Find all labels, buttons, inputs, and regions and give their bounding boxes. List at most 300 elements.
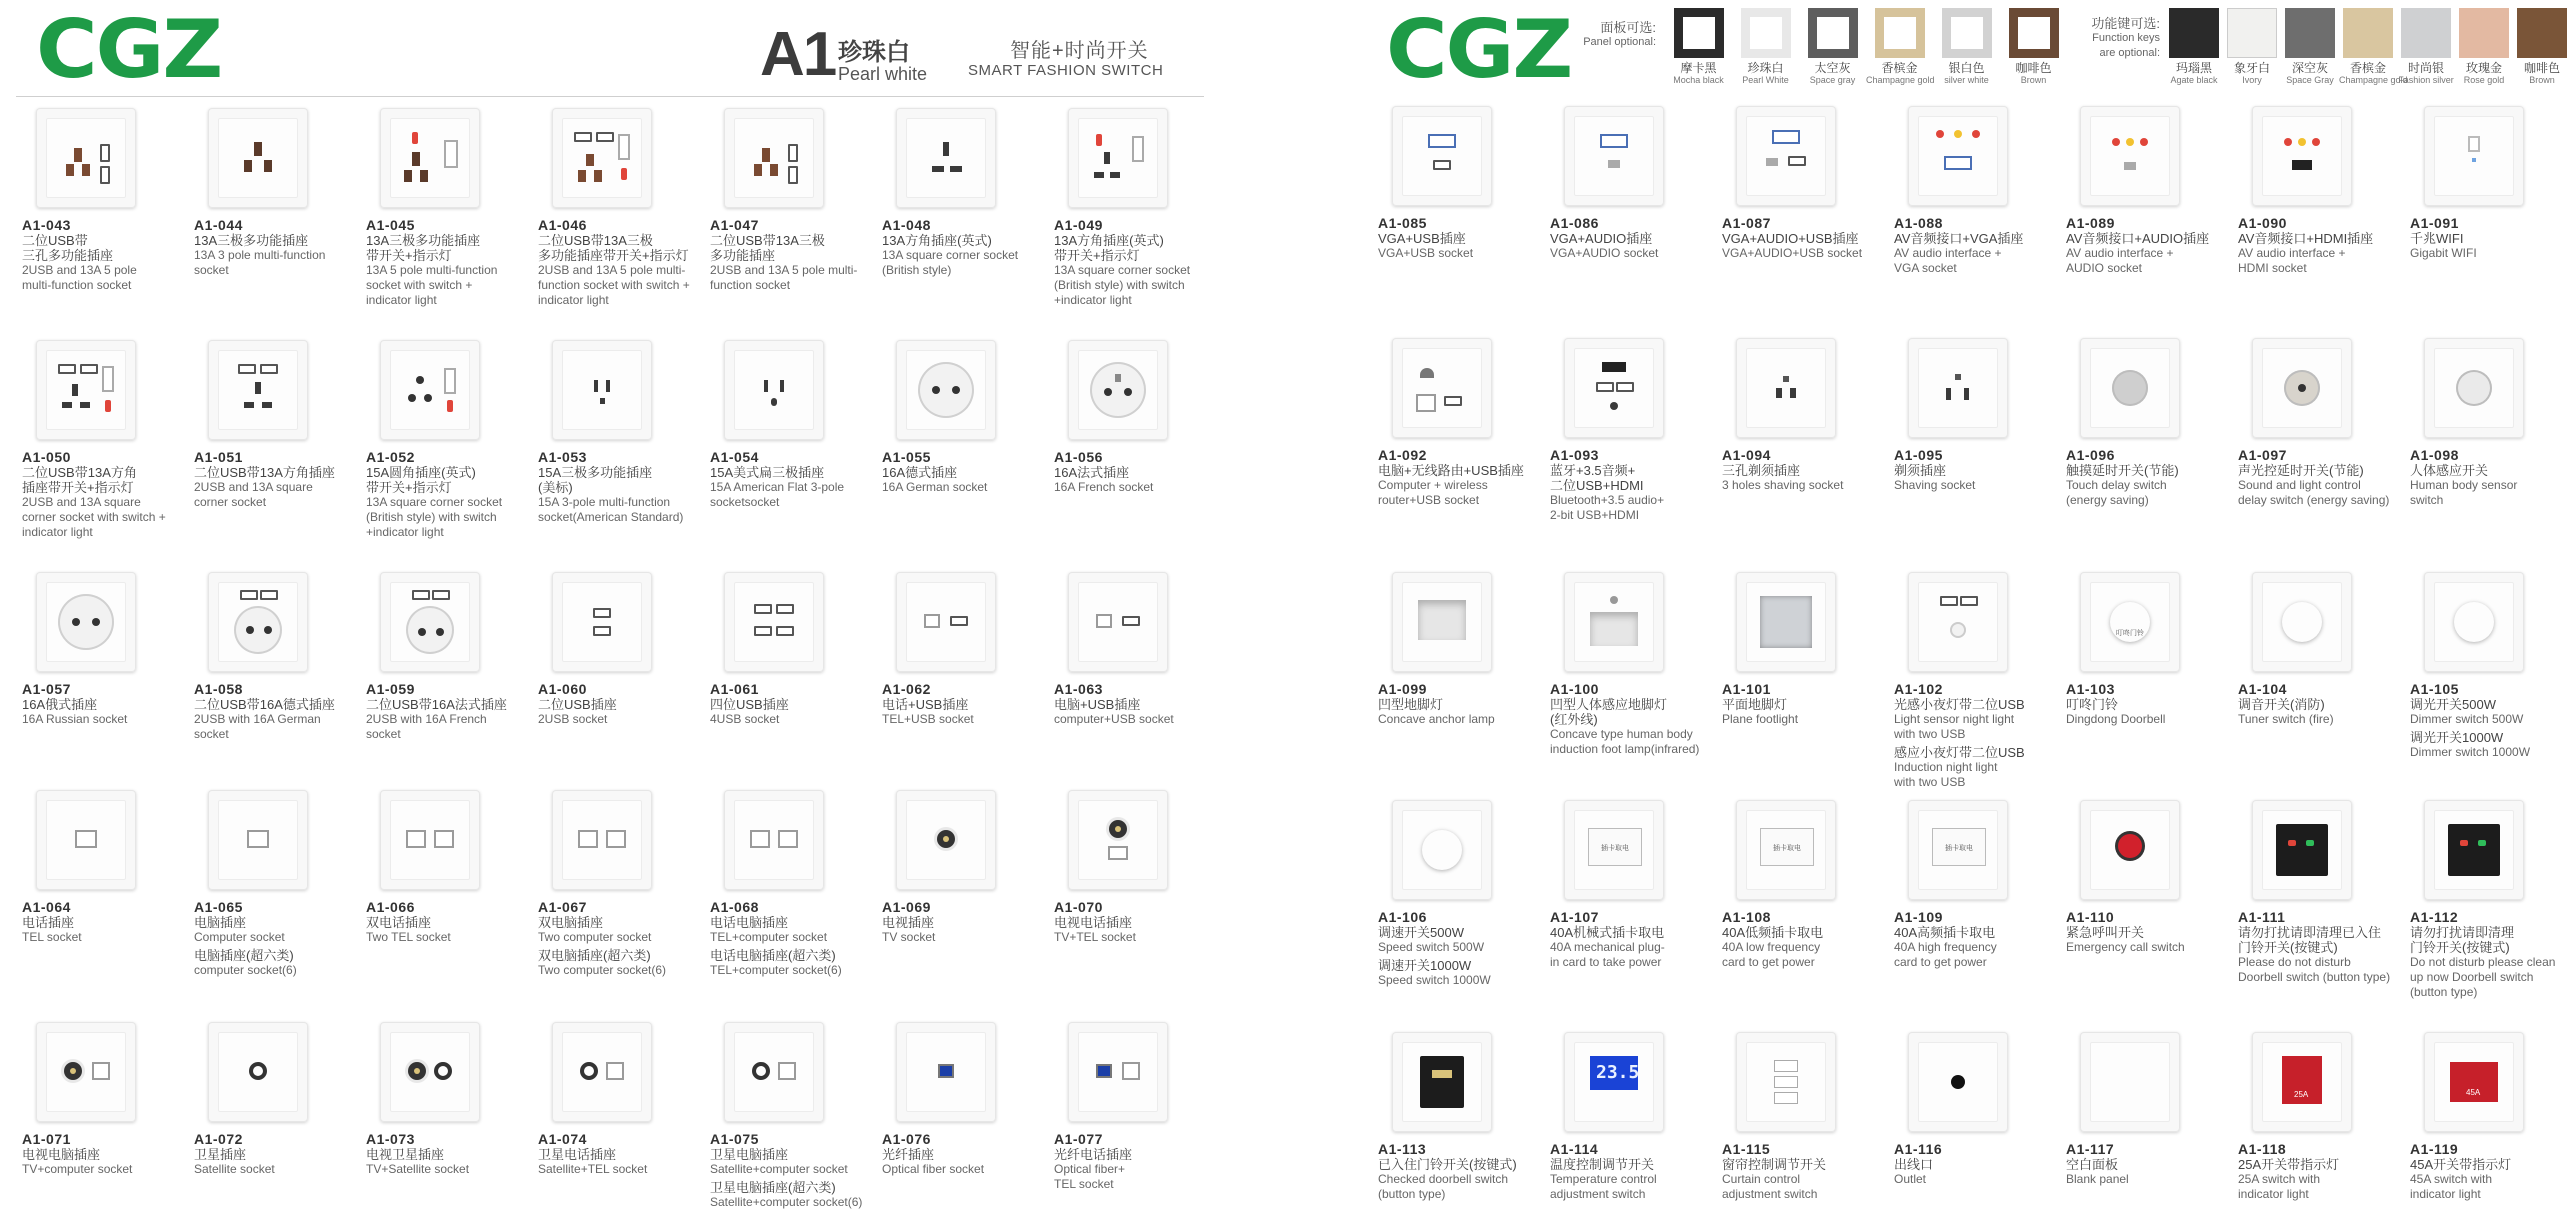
product-description xyxy=(1722,448,1897,493)
tel-jack-icon xyxy=(578,830,598,848)
color-swatch xyxy=(2285,8,2335,58)
product-name-cn: 双电话插座 xyxy=(366,915,432,930)
product-image xyxy=(1736,106,1836,206)
product-name-en: AV audio interface + xyxy=(2066,246,2174,260)
product-faceplate xyxy=(390,582,470,662)
usb-port-icon xyxy=(1616,382,1634,392)
product-faceplate xyxy=(1078,1032,1158,1112)
panel-options-label-cn: 面板可选: xyxy=(1600,20,1656,35)
product-image xyxy=(1908,338,2008,438)
product-code: A1-109 xyxy=(1894,909,1943,925)
product-name-cn: AV音频接口+AUDIO插座 xyxy=(2066,231,2210,246)
product-image xyxy=(1564,106,1664,206)
product-name-en: Emergency call switch xyxy=(2066,940,2185,954)
usb-port-icon xyxy=(1940,596,1958,606)
av-port-icon xyxy=(1936,130,1944,138)
socket-pin-icon xyxy=(1955,374,1961,380)
variant-name-cn: 卫星电脑插座(超六类) xyxy=(710,1180,836,1195)
product-image xyxy=(1392,1032,1492,1132)
status-light-icon xyxy=(1432,1070,1452,1078)
tel-jack-icon xyxy=(406,830,426,848)
product-description xyxy=(2066,448,2241,508)
product-image xyxy=(1736,572,1836,672)
product-code: A1-102 xyxy=(1894,681,1943,697)
product-name-cn: (美标) xyxy=(538,480,573,495)
color-swatch xyxy=(1942,8,1992,58)
socket-pin-icon xyxy=(62,402,72,408)
socket-pin-icon xyxy=(1964,388,1969,400)
av-port-icon xyxy=(2284,138,2292,146)
right-header xyxy=(1350,0,2572,100)
tel-jack-icon xyxy=(1096,614,1112,628)
product-name-cn: 调光开关500W xyxy=(2410,697,2496,712)
product-description xyxy=(1894,910,2069,970)
product-code: A1-065 xyxy=(194,899,243,915)
tel-jack-icon xyxy=(750,830,770,848)
product-name-cn: 40A机械式插卡取电 xyxy=(1550,925,1665,940)
product-name-en: Computer + wireless xyxy=(1378,478,1488,492)
product-faceplate xyxy=(1574,116,1654,196)
product-image xyxy=(2080,1032,2180,1132)
product-code: A1-090 xyxy=(2238,215,2287,231)
color-name-en: Brown xyxy=(2020,75,2047,85)
product-name-en: Dingdong Doorbell xyxy=(2066,712,2166,726)
french-socket-icon xyxy=(406,606,454,654)
product-faceplate xyxy=(2434,582,2514,662)
color-name-cn: 深空灰 xyxy=(2291,61,2328,75)
product-code: A1-114 xyxy=(1550,1141,1599,1157)
doorbell-label: 叮咚门铃 xyxy=(2116,630,2144,637)
product-name-en: (button type) xyxy=(1378,1187,1446,1201)
product-code: A1-056 xyxy=(1054,449,1103,465)
variant-name-cn: 感应小夜灯带二位USB xyxy=(1894,745,2025,760)
product-faceplate xyxy=(1746,348,1826,428)
product-description xyxy=(710,1132,885,1210)
socket-pin-icon xyxy=(264,626,272,634)
product-name-en: Bluetooth+3.5 audio+ xyxy=(1550,493,1665,507)
product-image xyxy=(36,572,136,672)
product-faceplate xyxy=(46,350,126,430)
product-name-en: router+USB socket xyxy=(1378,493,1480,507)
socket-pin-icon xyxy=(762,148,770,162)
product-name-en: 25A switch with xyxy=(2238,1172,2321,1186)
product-image xyxy=(2080,572,2180,672)
product-code: A1-100 xyxy=(1550,681,1599,697)
emergency-button-icon xyxy=(2118,834,2142,858)
product-faceplate xyxy=(1574,1042,1654,1122)
thermostat-display-icon xyxy=(1590,1056,1638,1090)
product-name-cn: 空白面板 xyxy=(2066,1157,2119,1172)
series-code: A1 xyxy=(760,20,836,89)
product-name-cn: 电话电脑插座 xyxy=(710,915,789,930)
product-image xyxy=(724,572,824,672)
product-name-en: +indicator light xyxy=(1054,293,1132,307)
product-code: A1-063 xyxy=(1054,681,1103,697)
product-description xyxy=(1894,216,2069,276)
touch-button-icon xyxy=(2112,370,2148,406)
product-name-en: indicator light xyxy=(2238,1187,2309,1201)
product-description xyxy=(1894,1142,2069,1187)
variant-name-en: Satellite+computer socket(6) xyxy=(710,1195,863,1209)
usb-port-icon xyxy=(574,132,592,142)
product-code: A1-092 xyxy=(1378,447,1427,463)
doorbell-panel-icon xyxy=(1420,1056,1464,1108)
socket-pin-icon xyxy=(66,164,74,176)
product-code: A1-087 xyxy=(1722,215,1771,231)
product-name-cn: 25A开关带指示灯 xyxy=(2238,1157,2340,1172)
product-image xyxy=(36,1022,136,1122)
product-image xyxy=(1392,338,1492,438)
product-name-cn: 调音开关(消防) xyxy=(2238,697,2325,712)
product-image xyxy=(1908,800,2008,900)
product-description xyxy=(2238,216,2413,276)
product-name-cn: 电话+USB插座 xyxy=(882,697,969,712)
series-name-en: Pearl white xyxy=(838,64,928,84)
socket-pin-icon xyxy=(1124,388,1132,396)
product-faceplate xyxy=(46,118,126,198)
product-image xyxy=(1392,572,1492,672)
product-name-cn: 出线口 xyxy=(1894,1157,1934,1172)
color-option xyxy=(2223,8,2281,86)
product-code: A1-045 xyxy=(366,217,415,233)
product-faceplate xyxy=(1918,582,1998,662)
product-description xyxy=(538,1132,713,1177)
product-description xyxy=(194,218,369,278)
product-code: A1-113 xyxy=(1378,1141,1427,1157)
product-image xyxy=(2080,338,2180,438)
socket-pin-icon xyxy=(244,402,254,408)
product-code: A1-110 xyxy=(2066,909,2115,925)
fiber-port-icon xyxy=(938,1064,954,1078)
product-name-cn: 电脑插座 xyxy=(194,915,247,930)
socket-pin-icon xyxy=(264,160,272,172)
product-name-cn: 窗帘控制调节开关 xyxy=(1722,1157,1827,1172)
product-name-en: Light sensor night light xyxy=(1894,712,2015,726)
left-catalog-page xyxy=(0,0,1220,1227)
product-name-en: card to get power xyxy=(1894,955,1987,969)
socket-pin-icon xyxy=(1115,374,1121,382)
brand-logo: CGZ xyxy=(36,3,222,96)
computer-jack-icon xyxy=(92,1062,110,1080)
product-image xyxy=(1392,800,1492,900)
product-name-en: Curtain control xyxy=(1722,1172,1801,1186)
product-description xyxy=(2410,682,2572,760)
tv-port-icon xyxy=(1109,820,1127,838)
product-name-cn: VGA+AUDIO+USB插座 xyxy=(1722,231,1859,246)
product-name-en: function socket xyxy=(710,278,791,292)
tel-jack-icon xyxy=(606,1062,624,1080)
socket-pin-icon xyxy=(1104,388,1112,396)
product-image xyxy=(208,1022,308,1122)
product-code: A1-060 xyxy=(538,681,587,697)
product-image xyxy=(552,572,652,672)
product-name-en: 13A square corner socket xyxy=(882,248,1019,262)
dnd-panel-icon xyxy=(2276,824,2328,876)
plane-light-icon xyxy=(1760,596,1812,648)
product-code: A1-086 xyxy=(1550,215,1599,231)
product-description xyxy=(2238,910,2413,985)
product-description xyxy=(710,218,885,293)
product-faceplate xyxy=(1402,582,1482,662)
color-swatch xyxy=(2401,8,2451,58)
rocker-switch-icon xyxy=(2282,1056,2322,1104)
usb-port-icon xyxy=(1122,616,1140,626)
product-name-en: 3 holes shaving socket xyxy=(1722,478,1844,492)
product-image xyxy=(1564,572,1664,672)
color-name-cn: 玫瑰金 xyxy=(2465,61,2502,75)
product-faceplate xyxy=(46,1032,126,1112)
product-name-en: induction foot lamp(infrared) xyxy=(1550,742,1700,756)
socket-pin-icon xyxy=(72,384,78,396)
vga-port-icon xyxy=(1600,134,1628,148)
variant-name-cn: 电话电脑插座(超六类) xyxy=(710,948,836,963)
socket-pin-icon xyxy=(262,402,272,408)
product-faceplate xyxy=(46,800,126,880)
socket-pin-icon xyxy=(943,142,949,156)
product-name-en: VGA+USB socket xyxy=(1378,246,1474,260)
product-description xyxy=(366,450,541,540)
product-name-cn: 带开关+指示灯 xyxy=(1054,248,1140,263)
product-name-cn: 二位USB带 xyxy=(22,233,88,248)
color-name-en: Champagne gold xyxy=(2339,75,2408,85)
product-code: A1-068 xyxy=(710,899,759,915)
product-image xyxy=(36,340,136,440)
product-faceplate xyxy=(218,582,298,662)
product-faceplate xyxy=(390,350,470,430)
panel-options-label xyxy=(1580,20,1656,50)
variant-name-cn: 双电脑插座(超六类) xyxy=(538,948,651,963)
product-name-en: Two TEL socket xyxy=(366,930,451,944)
product-code: A1-091 xyxy=(2410,215,2459,231)
product-code: A1-105 xyxy=(2410,681,2459,697)
product-faceplate xyxy=(562,1032,642,1112)
product-name-en: adjustment switch xyxy=(1550,1187,1646,1201)
product-faceplate xyxy=(1078,582,1158,662)
color-option xyxy=(1933,8,2000,86)
product-faceplate xyxy=(2090,116,2170,196)
product-image xyxy=(1392,106,1492,206)
product-description xyxy=(1550,448,1725,523)
product-faceplate xyxy=(1078,800,1158,880)
product-description xyxy=(22,682,197,727)
color-name-cn: 香槟金 xyxy=(1881,61,1918,75)
product-name-en: HDMI socket xyxy=(2238,261,2307,275)
product-description xyxy=(1054,900,1229,945)
product-code: A1-047 xyxy=(710,217,759,233)
color-option xyxy=(1732,8,1799,86)
product-image xyxy=(1908,572,2008,672)
product-image xyxy=(896,108,996,208)
product-name-en: socket xyxy=(194,727,229,741)
product-code: A1-064 xyxy=(22,899,71,915)
product-code: A1-099 xyxy=(1378,681,1427,697)
french-socket-icon xyxy=(1090,362,1146,418)
product-code: A1-054 xyxy=(710,449,759,465)
product-name-en: Temperature control xyxy=(1550,1172,1657,1186)
variant-name-en: Induction night light xyxy=(1894,760,1998,774)
socket-pin-icon xyxy=(418,628,426,636)
product-name-en: Please do not disturb xyxy=(2238,955,2351,969)
color-option xyxy=(1866,8,1933,86)
product-image xyxy=(896,572,996,672)
product-description xyxy=(1054,450,1229,495)
motion-sensor-icon xyxy=(1610,596,1618,604)
product-name-cn: 卫星电话插座 xyxy=(538,1147,617,1162)
product-name-en: Speed switch 500W xyxy=(1378,940,1485,954)
product-name-cn: 门铃开关(按键式) xyxy=(2410,940,2510,955)
product-image xyxy=(208,572,308,672)
indicator-light-icon xyxy=(2288,840,2296,846)
product-name-en: Tuner switch (fire) xyxy=(2238,712,2334,726)
indicator-light-icon xyxy=(1096,134,1102,146)
product-name-en: (British style) xyxy=(882,263,952,277)
product-name-cn: 电脑+无线路由+USB插座 xyxy=(1378,463,1524,478)
product-name-cn: 电视插座 xyxy=(882,915,935,930)
color-name-en: Brown xyxy=(2529,75,2555,85)
product-name-en: computer+USB socket xyxy=(1054,712,1174,726)
product-name-en: in card to take power xyxy=(1550,955,1662,969)
product-name-cn: AV音频接口+HDMI插座 xyxy=(2238,231,2374,246)
product-description xyxy=(1722,910,1897,970)
function-options-label-cn: 功能键可选: xyxy=(2091,16,2160,31)
product-image xyxy=(1068,340,1168,440)
product-name-en: Optical fiber+ xyxy=(1054,1162,1126,1176)
product-description xyxy=(882,1132,1057,1177)
product-description xyxy=(882,900,1057,945)
product-faceplate xyxy=(2434,348,2514,428)
product-name-cn: 三孔多功能插座 xyxy=(22,248,114,263)
product-faceplate xyxy=(1746,1042,1826,1122)
product-image xyxy=(2424,1032,2524,1132)
product-image xyxy=(1564,1032,1664,1132)
product-name-en: socket with switch + xyxy=(366,278,473,292)
product-code: A1-111 xyxy=(2238,909,2286,925)
socket-pin-icon xyxy=(578,170,586,182)
product-image xyxy=(2424,800,2524,900)
product-name-cn: 电话插座 xyxy=(22,915,75,930)
color-swatch xyxy=(2517,8,2567,58)
product-faceplate xyxy=(218,118,298,198)
product-description xyxy=(22,450,197,540)
product-faceplate xyxy=(1574,582,1654,662)
card-slot-label: 插卡取电 xyxy=(1945,845,1973,852)
socket-pin-icon xyxy=(408,394,416,402)
usb-port-icon xyxy=(788,166,798,184)
computer-jack-icon xyxy=(1416,394,1436,412)
product-code: A1-049 xyxy=(1054,217,1103,233)
product-name-en: Blank panel xyxy=(2066,1172,2129,1186)
indicator-light-icon xyxy=(621,168,627,180)
product-description xyxy=(710,900,885,978)
rocker-switch-icon xyxy=(1132,136,1144,162)
product-faceplate xyxy=(1402,1042,1482,1122)
product-name-en: 2USB and 13A square xyxy=(194,480,313,494)
product-faceplate xyxy=(906,800,986,880)
color-name-en: Agate black xyxy=(2170,75,2218,85)
color-name-en: Space gray xyxy=(1809,75,1856,85)
product-name-en: 40A mechanical plug- xyxy=(1550,940,1665,954)
product-name-en: Sound and light control xyxy=(2238,478,2361,492)
product-code: A1-088 xyxy=(1894,215,1943,231)
product-description xyxy=(1378,682,1553,727)
usb-port-icon xyxy=(596,132,614,142)
socket-pin-icon xyxy=(780,380,784,392)
product-faceplate xyxy=(562,118,642,198)
product-name-cn: 插座带开关+指示灯 xyxy=(22,480,134,495)
socket-pin-icon xyxy=(424,394,432,402)
product-faceplate xyxy=(2090,810,2170,890)
product-faceplate xyxy=(562,350,642,430)
product-faceplate xyxy=(734,1032,814,1112)
hdmi-port-icon xyxy=(2292,160,2312,170)
product-description xyxy=(1894,448,2069,493)
product-name-en: 2-bit USB+HDMI xyxy=(1550,508,1640,522)
product-name-en: Concave anchor lamp xyxy=(1378,712,1495,726)
product-name-cn: 带开关+指示灯 xyxy=(366,248,452,263)
usb-port-icon xyxy=(754,604,772,614)
av-port-icon xyxy=(2140,138,2148,146)
product-code: A1-089 xyxy=(2066,215,2115,231)
product-faceplate xyxy=(2090,582,2170,662)
socket-pin-icon xyxy=(1110,172,1120,178)
product-image xyxy=(2252,572,2352,672)
product-name-en: Optical fiber socket xyxy=(882,1162,985,1176)
tv-port-icon xyxy=(64,1062,82,1080)
product-code: A1-053 xyxy=(538,449,587,465)
product-name-cn: 请勿打扰请即清理已入住 xyxy=(2238,925,2382,940)
product-faceplate xyxy=(906,350,986,430)
product-name-cn: 剃须插座 xyxy=(1894,463,1947,478)
product-name-cn: 多功能插座 xyxy=(710,248,776,263)
socket-pin-icon xyxy=(72,618,80,626)
usb-port-icon xyxy=(776,604,794,614)
product-faceplate xyxy=(562,582,642,662)
socket-pin-icon xyxy=(606,380,610,392)
product-name-en: Shaving socket xyxy=(1894,478,1976,492)
product-name-cn: 电脑+USB插座 xyxy=(1054,697,1141,712)
product-description xyxy=(366,900,541,945)
product-code: A1-094 xyxy=(1722,447,1771,463)
product-code: A1-062 xyxy=(882,681,931,697)
product-name-en: Satellite socket xyxy=(194,1162,275,1176)
product-description xyxy=(194,682,369,742)
indicator-light-icon xyxy=(412,132,418,144)
product-image xyxy=(552,1022,652,1122)
color-name-cn: 珍珠白 xyxy=(1747,61,1784,75)
product-name-cn: 16A法式插座 xyxy=(1054,465,1130,480)
satellite-port-icon xyxy=(580,1062,598,1080)
satellite-port-icon xyxy=(249,1062,267,1080)
product-name-en: Do not disturb please clean xyxy=(2410,955,2556,969)
product-name-en: socketsocket xyxy=(710,495,780,509)
tel-jack-icon xyxy=(778,830,798,848)
product-image xyxy=(380,572,480,672)
audio-port-icon xyxy=(1766,158,1778,166)
product-image xyxy=(1068,790,1168,890)
socket-pin-icon xyxy=(246,626,254,634)
product-faceplate xyxy=(906,582,986,662)
socket-pin-icon xyxy=(1094,172,1104,178)
product-description xyxy=(1378,216,1553,261)
card-slot-label: 插卡取电 xyxy=(1601,845,1629,852)
color-name-en: Pearl White xyxy=(1742,75,1789,85)
product-name-cn: 二位USB带16A德式插座 xyxy=(194,697,335,712)
product-code: A1-073 xyxy=(366,1131,415,1147)
color-name-en: Fashion silver xyxy=(2398,75,2454,85)
product-name-cn: 光感小夜灯带二位USB xyxy=(1894,697,2025,712)
indicator-light-icon xyxy=(2306,840,2314,846)
tv-port-icon xyxy=(408,1062,426,1080)
